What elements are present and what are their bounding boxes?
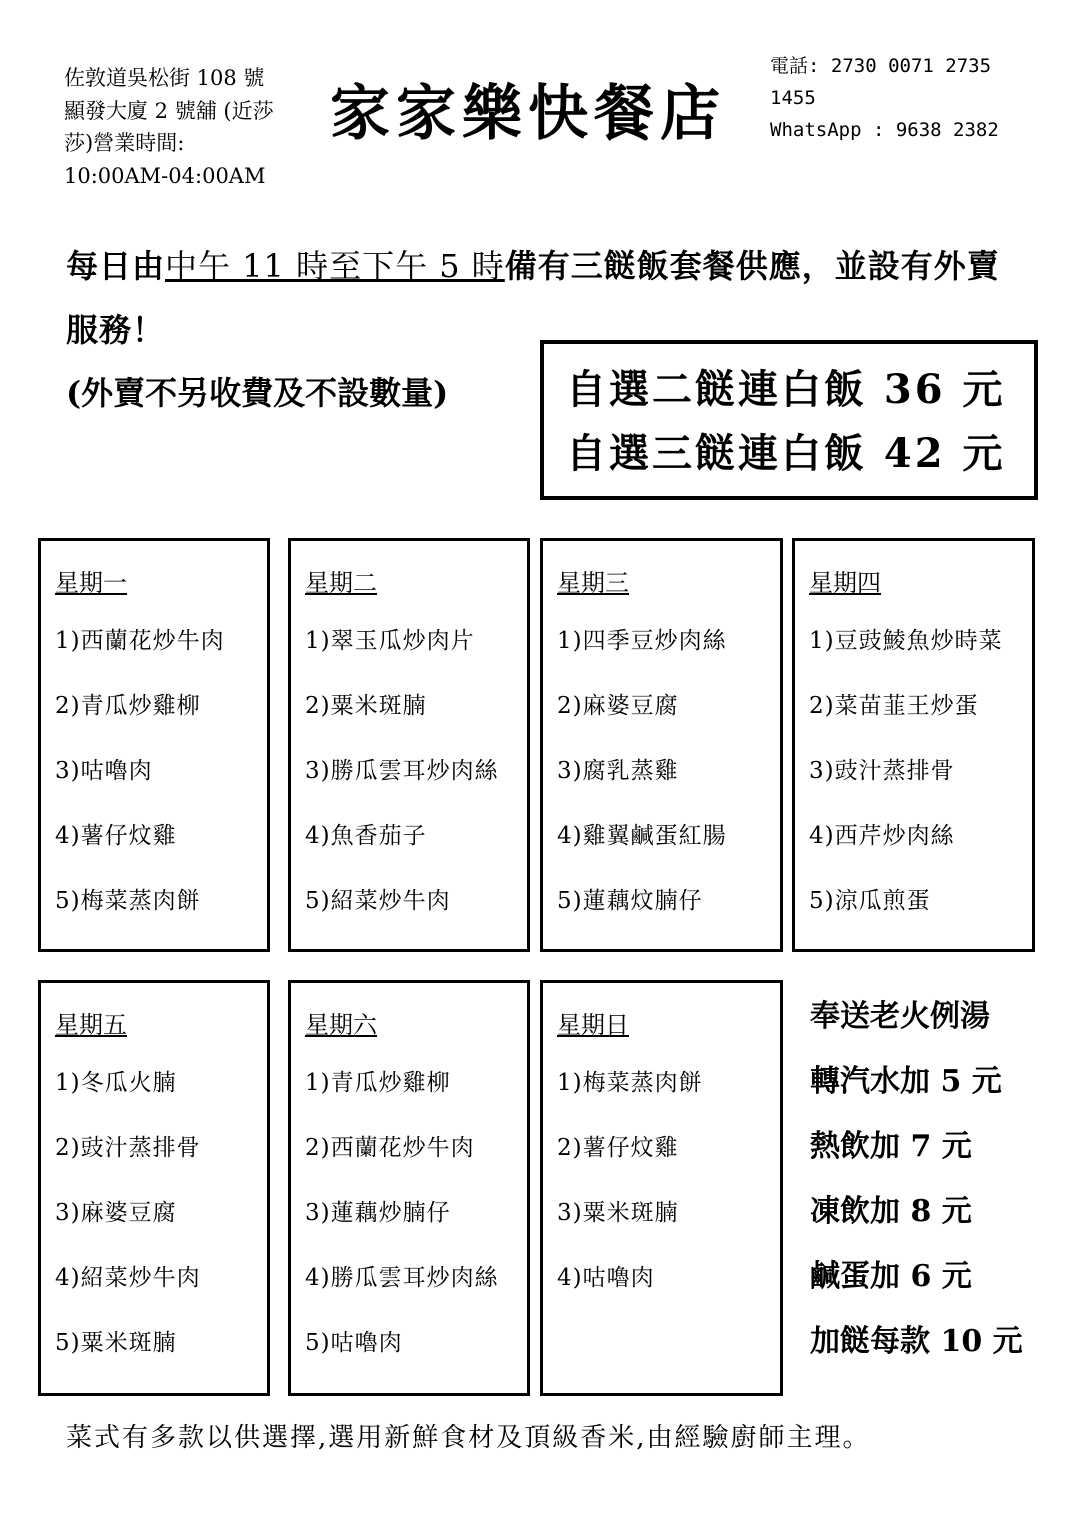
shop-name: 家家樂快餐店 — [330, 79, 726, 149]
price-two-dishes: 自選二餸連白飯 36 元 — [566, 366, 1006, 413]
day-box-wednesday — [540, 538, 783, 952]
extra-free-soup: 奉送老火例湯 — [810, 999, 990, 1034]
day-title: 星期六 — [305, 1011, 377, 1039]
extra-dish: 加餸每款 10 元 — [810, 1324, 1023, 1359]
dish-item: 4)魚香茄子 — [305, 823, 427, 849]
dish-item: 5)梅菜蒸肉餅 — [55, 888, 201, 914]
dish-item: 2)薯仔炆雞 — [557, 1135, 679, 1161]
dish-item: 3)粟米斑腩 — [557, 1200, 679, 1226]
address-line: 佐敦道吳松街 108 號 — [64, 66, 265, 90]
day-box-saturday — [288, 980, 530, 1396]
day-box-monday — [38, 538, 270, 952]
dish-item: 3)豉汁蒸排骨 — [809, 758, 955, 784]
footer-note: 菜式有多款以供選擇,選用新鮮食材及頂級香米,由經驗廚師主理。 — [66, 1423, 871, 1453]
dish-item: 1)青瓜炒雞柳 — [305, 1070, 451, 1096]
dish-item: 5)咕嚕肉 — [305, 1330, 403, 1356]
phone-line-cont: 1455 — [770, 87, 816, 109]
dish-item: 1)豆豉鯪魚炒時菜 — [809, 628, 1003, 654]
dish-item: 3)咕嚕肉 — [55, 758, 153, 784]
dish-item: 4)紹菜炒牛肉 — [55, 1265, 201, 1291]
dish-item: 2)粟米斑腩 — [305, 693, 427, 719]
extra-soda: 轉汽水加 5 元 — [810, 1064, 1002, 1099]
day-box-thursday — [792, 538, 1035, 952]
dish-item: 2)青瓜炒雞柳 — [55, 693, 201, 719]
price-three-dishes: 自選三餸連白飯 42 元 — [566, 430, 1006, 477]
address-line: 顯發大廈 2 號舖 (近莎 — [64, 98, 274, 123]
day-box-sunday — [540, 980, 783, 1396]
dish-item: 1)梅菜蒸肉餅 — [557, 1070, 703, 1096]
dish-item: 3)腐乳蒸雞 — [557, 758, 679, 784]
price-box — [540, 340, 1038, 500]
dish-item: 1)西蘭花炒牛肉 — [55, 628, 225, 654]
day-title: 星期五 — [55, 1011, 127, 1039]
dish-item: 5)粟米斑腩 — [55, 1330, 177, 1356]
intro-part1: 每日由 — [66, 247, 166, 285]
opening-hours: 10:00AM-04:00AM — [64, 163, 266, 188]
dish-item: 4)雞翼鹹蛋紅腸 — [557, 823, 727, 849]
extra-salted-egg: 鹹蛋加 6 元 — [810, 1259, 972, 1294]
address-line: 莎)營業時間: — [64, 131, 185, 155]
intro-part2: 備有三餸飯套餐供應，並設有外賣服務！ — [66, 247, 1000, 349]
dish-item: 4)咕嚕肉 — [557, 1265, 655, 1291]
dish-item: 2)菜苗韮王炒蛋 — [809, 693, 979, 719]
day-title: 星期一 — [55, 569, 127, 597]
day-box-friday — [38, 980, 270, 1396]
dish-item: 3)蓮藕炒腩仔 — [305, 1200, 451, 1226]
extras-list — [810, 984, 1070, 1374]
day-title: 星期二 — [305, 569, 377, 597]
day-title: 星期日 — [557, 1011, 629, 1039]
extra-cold-drink: 凍飲加 8 元 — [810, 1194, 972, 1229]
phone-line: 電話: 2730 0071 2735 — [770, 55, 992, 77]
dish-item: 3)勝瓜雲耳炒肉絲 — [305, 758, 499, 784]
dish-item: 5)蓮藕炆腩仔 — [557, 888, 703, 914]
intro-hours: 中午 11 時至下午 5 時 — [165, 247, 505, 285]
day-box-tuesday — [288, 538, 530, 952]
dish-item: 4)薯仔炆雞 — [55, 823, 177, 849]
address-block — [64, 62, 314, 192]
day-title: 星期三 — [557, 569, 629, 597]
dish-item: 1)翠玉瓜炒肉片 — [305, 628, 475, 654]
dish-item: 2)麻婆豆腐 — [557, 693, 679, 719]
dish-item: 4)西芹炒肉絲 — [809, 823, 955, 849]
day-title: 星期四 — [809, 569, 881, 597]
contact-block — [770, 50, 1020, 146]
dish-item: 4)勝瓜雲耳炒肉絲 — [305, 1265, 499, 1291]
dish-item: 2)西蘭花炒牛肉 — [305, 1135, 475, 1161]
dish-item: 1)冬瓜火腩 — [55, 1070, 177, 1096]
dish-item: 2)豉汁蒸排骨 — [55, 1135, 201, 1161]
dish-item: 5)紹菜炒牛肉 — [305, 888, 451, 914]
dish-item: 3)麻婆豆腐 — [55, 1200, 177, 1226]
dish-item: 1)四季豆炒肉絲 — [557, 628, 727, 654]
extra-hot-drink: 熱飲加 7 元 — [810, 1129, 972, 1164]
whatsapp-line: WhatsApp : 9638 2382 — [770, 119, 999, 141]
dish-item: 5)涼瓜煎蛋 — [809, 888, 931, 914]
intro-note: (外賣不另收費及不設數量) — [66, 374, 449, 412]
